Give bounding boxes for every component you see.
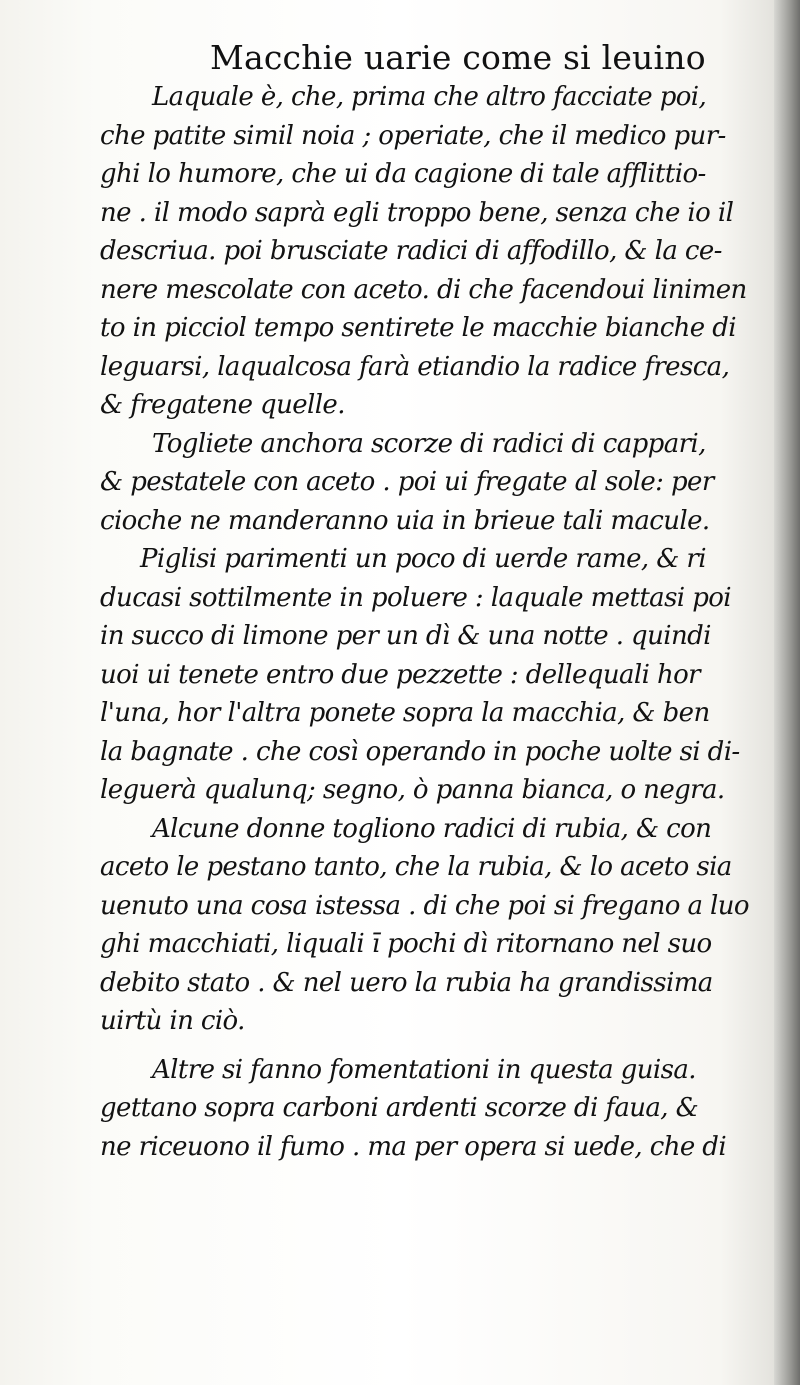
text-line: la bagnate . che così operando in poche uolte si di- [100, 736, 740, 767]
text-line: gettano sopra carboni ardenti scorze di faua, & [100, 1093, 699, 1123]
text-line: to in picciol tempo sentirete le macchie bianche di [100, 313, 737, 343]
text-line: & pestatele con aceto . poi ui fregate al sole: per [100, 467, 714, 497]
book-spine-shadow [774, 0, 800, 1385]
text-line: aceto le pestano tanto, che la rubia, & lo aceto sia [100, 852, 732, 882]
text-line: ghi lo humore, che ui da cagione di tale afflittio- [100, 159, 706, 189]
text-line: uoi ui tenete entro due pezzette : dellequali hor [100, 659, 700, 690]
text-line: in succo di limone per un dì & una notte . quindi [100, 621, 711, 651]
text-line: uenuto una cosa istessa . di che poi si fregano a luo [100, 890, 749, 921]
text-line: che patite simil noia ; operiate, che il medico pur- [100, 120, 726, 151]
paragraph-gap [100, 1041, 770, 1051]
text-line: ducasi sottilmente in poluere : laquale mettasi poi [100, 582, 732, 613]
text-line: debito stato . & nel uero la rubia ha grandissima [100, 967, 713, 998]
text-line: nere mescolate con aceto. di che facendoui linimen [100, 274, 747, 305]
text-line: cioche ne manderanno uia in brieue tali macule. [100, 505, 710, 536]
text-line: leguarsi, laqualcosa farà etiandio la radice fresca, [100, 351, 730, 382]
text-line: Alcune donne togliono radici di rubia, & con [152, 813, 712, 844]
text-line: Togliete anchora scorze di radici di cappari, [152, 428, 706, 459]
text-line: ne riceuono il fumo . ma per opera si uede, che di [100, 1131, 727, 1162]
text-line: Piglisi parimenti un poco di uerde rame, & ri [140, 544, 706, 574]
text-line: leguerà qualunq; segno, ò panna bianca, o negra. [100, 775, 725, 805]
text-line: descriua. poi brusciate radici di affodillo, & la ce- [100, 236, 722, 266]
text-line: Laquale è, che, prima che altro facciate poi, [152, 82, 707, 112]
text-line: uirtù in ciò. [100, 1006, 245, 1036]
text-line: l'una, hor l'altra ponete sopra la macchia, & ben [100, 698, 710, 728]
text-line: Altre si fanno fomentationi in questa guisa. [152, 1054, 696, 1085]
page-body-text [100, 78, 770, 1166]
text-line: ne . il modo saprà egli troppo bene, senza che io il [100, 197, 734, 228]
text-line: ghi macchiati, liquali ī pochi dì ritornano nel suo [100, 929, 712, 959]
running-head: Macchie uarie come si leuino [210, 38, 706, 77]
text-line: & fregatene quelle. [100, 390, 345, 420]
